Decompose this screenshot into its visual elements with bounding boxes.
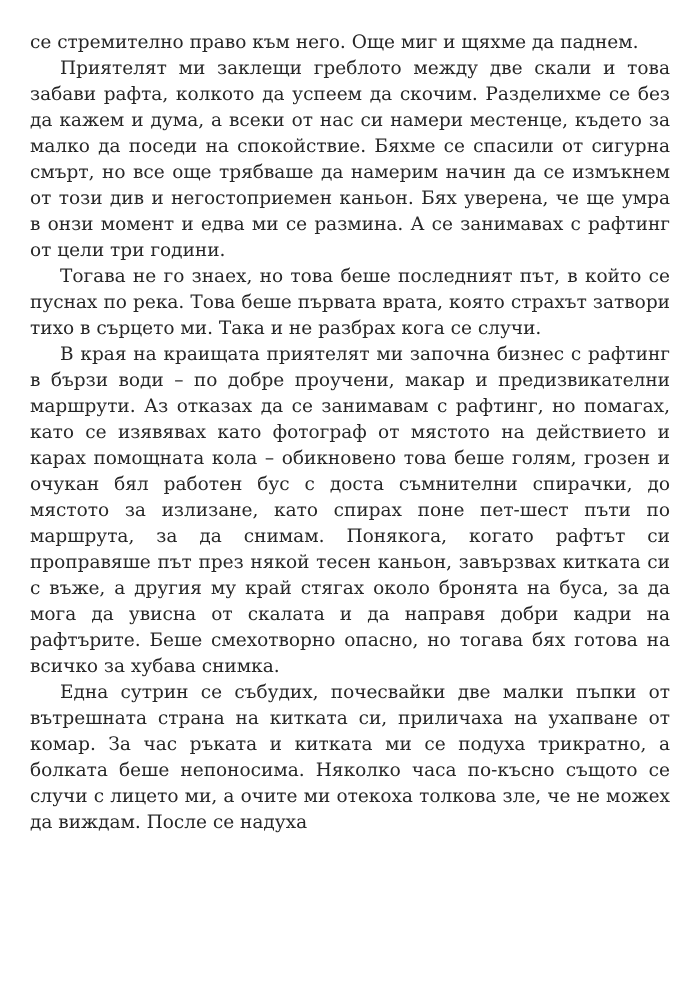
paragraph-paddle-escape: Приятелят ми заклещи греблото между две скали и това забави рафта, колкото да успеем да скочим. Разделихме се без да кажем и дума, а всеки от нас си намери местенце, където за малко да поседи на спокойствие. Бяхме се спасили от сигурна смърт, но все още трябваше да намерим начин да се измъкнем от този див и негостоприемен каньон. Бях уверена, че ще умра в онзи момент и едва ми се размина. А се занимавах с рафтинг от цели три години. [30,58,670,261]
paragraph-continuation: се стремително право към него. Още миг и щяхме да паднем. [30,32,639,53]
page-body [30,30,670,836]
paragraph-mosquito-bite: Една сутрин се събудих, почесвайки две малки пъпки от вътрешната страна на китката си, приличаха на ухапване от комар. За час ръката и китката ми се подуха трикратно, а болката беше непоносима. Няколко часа по-късно същото се случи с лицето ми, а очите ми отекоха толкова зле, че не можех да виждам. После се надуха [30,682,670,833]
paragraph-rafting-business: В края на краищата приятелят ми започна бизнес с рафтинг в бързи води – по добре проучени, макар и предизвикателни маршрути. Аз отказах да се занимавам с рафтинг, но помагах, като се изявявах като фотограф от мястото на действието и карах помощната кола – обикновено това беше голям, грозен и очукан бял работен бус с доста съмнителни спирачки, до мястото за излизане, като спирах поне пет-шест пъти по маршрута, за да снимам. Понякога, когато рафтът си проправяше път през някой тесен каньон, завързвах китката си с въже, а другия му край стягах около бронята на буса, за да мога да увисна от скалата и да направя добри кадри на рафтърите. Беше смехотворно опасно, но тогава бях готова на всичко за хубава снимка. [30,344,670,677]
paragraph-last-river-trip: Тогава не го знаех, но това беше последният път, в който се пуснах по река. Това беше първата врата, която страхът затвори тихо в сърцето ми. Така и не разбрах кога се случи. [30,266,670,339]
